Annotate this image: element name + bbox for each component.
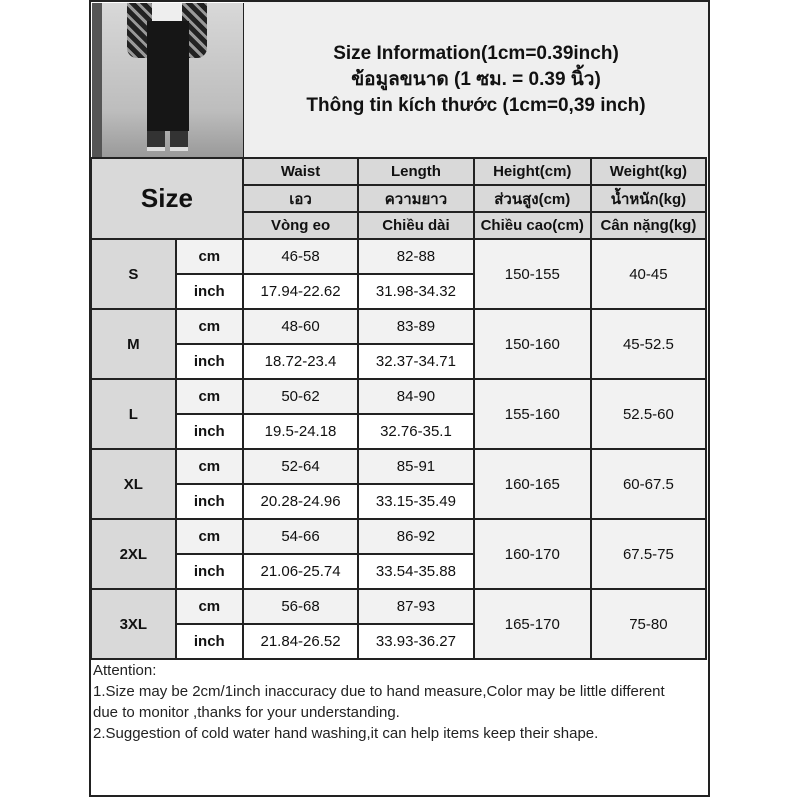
weight-cell: 52.5-60	[591, 379, 706, 449]
weight-cell: 45-52.5	[591, 309, 706, 379]
note-1: 1.Size may be 2cm/1inch inaccuracy due to hand measure,Color may be little different due to monitor ,thanks for your understanding.	[93, 683, 665, 721]
waist-cm-cell: 56-68	[243, 589, 358, 624]
size-table	[90, 157, 707, 660]
col-header-weight: Weight(kg)	[591, 158, 706, 185]
waist-cm-cell: 54-66	[243, 519, 358, 554]
title-vietnamese: Thông tin kích thước (1cm=0,39 inch)	[306, 94, 646, 116]
table-row-cm	[91, 449, 706, 484]
table-row-cm	[91, 589, 706, 624]
height-cell: 160-170	[474, 519, 591, 589]
title-thai: ข้อมูลขนาด (1 ซม. = 0.39 นิ้ว)	[351, 68, 601, 90]
waist-cm-cell: 50-62	[243, 379, 358, 414]
length-inch-cell: 33.54-35.88	[358, 554, 474, 589]
col-header-length-thai: ความยาว	[358, 185, 474, 212]
notes-heading: Attention:	[93, 662, 157, 679]
weight-cell: 40-45	[591, 239, 706, 309]
size-cell: S	[91, 239, 176, 309]
col-header-height-thai: ส่วนสูง(cm)	[474, 185, 591, 212]
height-cell: 165-170	[474, 589, 591, 659]
height-cell: 160-165	[474, 449, 591, 519]
title-english: Size Information(1cm=0.39inch)	[333, 42, 619, 64]
size-cell: M	[91, 309, 176, 379]
col-header-height: Height(cm)	[474, 158, 591, 185]
unit-cell: inch	[176, 624, 243, 659]
size-cell: XL	[91, 449, 176, 519]
col-header-weight-thai: น้ำหนัก(kg)	[591, 185, 706, 212]
length-inch-cell: 32.76-35.1	[358, 414, 474, 449]
length-inch-cell: 31.98-34.32	[358, 274, 474, 309]
col-header-waist: Waist	[243, 158, 358, 185]
unit-cell: inch	[176, 484, 243, 519]
waist-cm-cell: 48-60	[243, 309, 358, 344]
waist-inch-cell: 17.94-22.62	[243, 274, 358, 309]
size-info-title	[244, 2, 708, 157]
waist-inch-cell: 21.84-26.52	[243, 624, 358, 659]
unit-cell: cm	[176, 239, 243, 274]
col-header-weight-vi: Cân nặng(kg)	[591, 212, 706, 239]
unit-cell: inch	[176, 554, 243, 589]
size-cell: 2XL	[91, 519, 176, 589]
size-cell: 3XL	[91, 589, 176, 659]
waist-cm-cell: 52-64	[243, 449, 358, 484]
table-row-cm	[91, 519, 706, 554]
col-header-waist-thai: เอว	[243, 185, 358, 212]
product-photo	[92, 3, 245, 157]
weight-cell: 60-67.5	[591, 449, 706, 519]
unit-cell: cm	[176, 309, 243, 344]
unit-cell: inch	[176, 274, 243, 309]
col-header-length-vi: Chiều dài	[358, 212, 474, 239]
weight-cell: 67.5-75	[591, 519, 706, 589]
unit-cell: cm	[176, 519, 243, 554]
length-cm-cell: 87-93	[358, 589, 474, 624]
length-cm-cell: 85-91	[358, 449, 474, 484]
attention-notes	[93, 660, 693, 744]
note-2: 2.Suggestion of cold water hand washing,it can help items keep their shape.	[93, 725, 599, 742]
size-header: Size	[91, 158, 243, 239]
length-cm-cell: 82-88	[358, 239, 474, 274]
length-inch-cell: 32.37-34.71	[358, 344, 474, 379]
col-header-length: Length	[358, 158, 474, 185]
table-row-cm	[91, 379, 706, 414]
table-row-cm	[91, 239, 706, 274]
unit-cell: cm	[176, 449, 243, 484]
col-header-waist-vi: Vòng eo	[243, 212, 358, 239]
waist-inch-cell: 19.5-24.18	[243, 414, 358, 449]
height-cell: 155-160	[474, 379, 591, 449]
length-cm-cell: 84-90	[358, 379, 474, 414]
waist-inch-cell: 21.06-25.74	[243, 554, 358, 589]
length-cm-cell: 86-92	[358, 519, 474, 554]
size-cell: L	[91, 379, 176, 449]
unit-cell: inch	[176, 414, 243, 449]
height-cell: 150-155	[474, 239, 591, 309]
length-inch-cell: 33.15-35.49	[358, 484, 474, 519]
length-cm-cell: 83-89	[358, 309, 474, 344]
waist-inch-cell: 20.28-24.96	[243, 484, 358, 519]
waist-cm-cell: 46-58	[243, 239, 358, 274]
col-header-height-vi: Chiều cao(cm)	[474, 212, 591, 239]
unit-cell: cm	[176, 589, 243, 624]
weight-cell: 75-80	[591, 589, 706, 659]
table-row-cm	[91, 309, 706, 344]
unit-cell: cm	[176, 379, 243, 414]
size-chart	[89, 0, 710, 797]
length-inch-cell: 33.93-36.27	[358, 624, 474, 659]
height-cell: 150-160	[474, 309, 591, 379]
unit-cell: inch	[176, 344, 243, 379]
waist-inch-cell: 18.72-23.4	[243, 344, 358, 379]
